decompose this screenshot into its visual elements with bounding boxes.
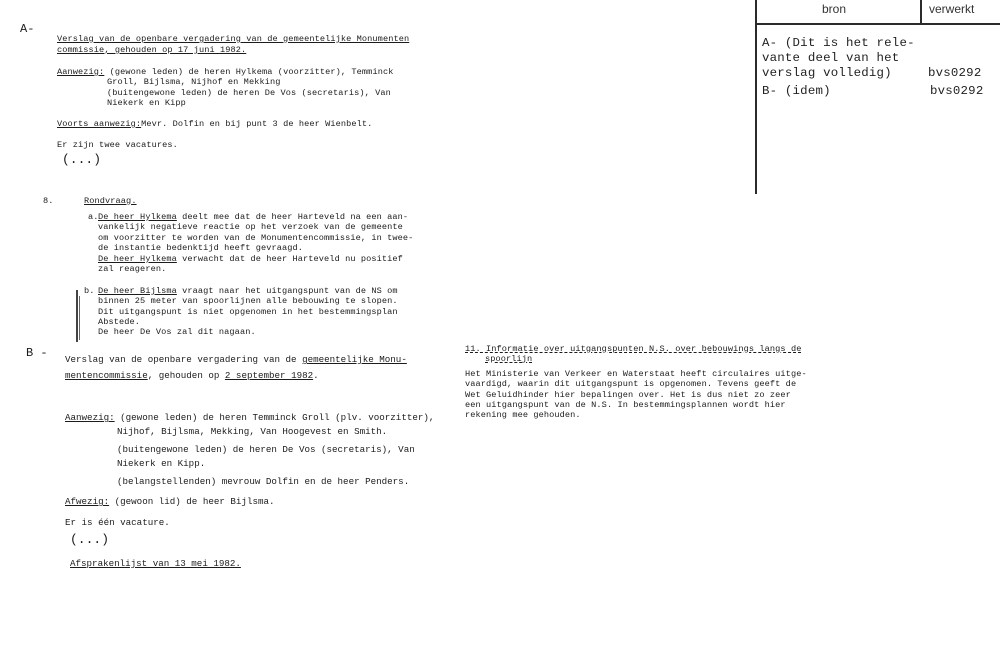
item-b-line-2: binnen 25 meter van spoorlijnen alle bebouwing te slopen. <box>98 296 398 306</box>
present-text: (gewone leden) de heren Hylkema (voorzitter), Temminck <box>104 67 394 77</box>
item-11-line-5: rekening mee gehouden. <box>465 410 581 420</box>
panel-header-rule <box>755 23 1000 25</box>
item-a-line-6: zal reageren. <box>98 264 167 274</box>
item-number-8: 8. <box>43 196 54 206</box>
item-b-line-1 <box>98 286 398 297</box>
section-a-title-line-2: commissie, gehouden op 17 juni 1982. <box>57 45 247 55</box>
section-b-present-line-4: Niekerk en Kipp. <box>117 458 206 469</box>
item-a-speaker: De heer Hylkema <box>98 212 177 222</box>
section-b-present-line-2: Nijhof, Bijlsma, Mekking, Van Hoogevest en Smith. <box>117 426 388 437</box>
section-b-title-1a: Verslag van de openbare vergadering van de <box>65 354 303 365</box>
source-ref-2: bvs0292 <box>930 84 984 98</box>
section-b-marker: B - <box>26 346 48 360</box>
source-line-3: verslag volledig) <box>762 66 892 80</box>
source-line-2: vante deel van het <box>762 51 900 65</box>
section-b-absent <box>65 494 275 509</box>
source-line-4: B- (idem) <box>762 84 831 98</box>
item-a-line-3: om voorzitter te worden van de Monumentencommissie, in twee- <box>98 233 414 243</box>
item-a-speaker-2: De heer Hylkema <box>98 254 177 264</box>
source-ref-1: bvs0292 <box>928 66 982 80</box>
item-a-line-5 <box>98 254 403 265</box>
item-11-line-1: Het Ministerie van Verkeer en Waterstaat heeft circulaires uitge- <box>465 369 807 379</box>
item-b-text-1: vraagt naar het uitgangspunt van de NS om <box>176 286 398 296</box>
present-label: Aanwezig: <box>57 67 105 77</box>
item-11-line-3: Wet Geluidhinder hier bepalingen over. Het is dus niet zo zeer <box>465 390 791 400</box>
also-present-label: Voorts aanwezig: <box>57 119 142 129</box>
item-b-line-4: Abstede. <box>98 317 141 327</box>
section-b-ellipsis: (...) <box>70 532 110 547</box>
item-11-line-2: vaardigd, waarin dit uitgangspunt is opgenomen. Tevens geeft de <box>465 379 797 389</box>
section-b-title-2a: mentencommissie <box>65 370 148 381</box>
section-a-marker: A- <box>20 22 35 36</box>
item-11-title-line-2: spoorlijn <box>485 354 533 364</box>
section-b-absent-text: (gewoon lid) de heer Bijlsma. <box>109 496 275 507</box>
panel-column-divider <box>920 0 922 24</box>
item-b-speaker: De heer Bijlsma <box>98 286 177 296</box>
item-a-line-4: de instantie bedenktijd heeft gevraagd. <box>98 243 304 253</box>
section-a-present-line-2: Groll, Bijlsma, Nijhof en Mekking <box>107 77 281 87</box>
section-b-title-2b: , gehouden op <box>147 370 225 381</box>
section-b-present-line-5: (belangstellenden) mevrouw Dolfin en de heer Penders. <box>117 476 410 487</box>
item-a-label: a. <box>88 212 99 222</box>
item-b-line-3: Dit uitgangspunt is niet opgenomen in het bestemmingsplan <box>98 307 398 317</box>
header-verwerkt: verwerkt <box>929 2 975 16</box>
item-a-line-2: vankelijk negatieve reactie op het verzoek van de gemeente <box>98 222 403 232</box>
item-title-rondvraag: Rondvraag. <box>84 196 137 206</box>
section-a-present-line-3: (buitengewone leden) de heren De Vos (secretaris), Van <box>107 88 391 98</box>
section-b-agenda: Afsprakenlijst van 13 mei 1982. <box>70 558 241 569</box>
section-b-present-line-1 <box>65 410 434 425</box>
item-b-line-5: De heer De Vos zal dit nagaan. <box>98 327 256 337</box>
section-b-date: 2 september 1982 <box>224 370 314 381</box>
item-a-text-5: verwacht dat de heer Harteveld nu positief <box>176 254 403 264</box>
item-11-title-line-1: 11. Informatie over uitgangspunten N.S. over bebouwings langs de <box>465 344 802 354</box>
section-b-absent-label: Afwezig: <box>65 496 110 507</box>
section-b-title-line-1 <box>65 352 407 367</box>
section-b-vacancy: Er is één vacature. <box>65 517 170 528</box>
section-a-title-line-1: Verslag van de openbare vergadering van de gemeentelijke Monumenten <box>57 34 410 44</box>
section-b-present-line-3: (buitengewone leden) de heren De Vos (secretaris), Van <box>117 444 415 455</box>
section-b-title-line-2 <box>65 368 319 383</box>
item-a-line-1 <box>98 212 408 223</box>
section-b-title-2d: . <box>313 370 319 381</box>
section-a-ellipsis: (...) <box>62 152 102 167</box>
section-b-present-label: Aanwezig: <box>65 412 115 423</box>
item-b-label: b. <box>84 286 95 296</box>
section-b-present-text: (gewone leden) de heren Temminck Groll (plv. voorzitter), <box>114 412 435 423</box>
section-a-vacancies: Er zijn twee vacatures. <box>57 140 178 150</box>
section-a-present-line-1 <box>57 67 393 78</box>
panel-left-border <box>755 0 757 194</box>
header-bron: bron <box>822 2 847 16</box>
margin-bar <box>76 290 78 342</box>
section-a-present-line-4: Niekerk en Kipp <box>107 98 186 108</box>
item-a-text-1: deelt mee dat de heer Harteveld na een aan- <box>176 212 409 222</box>
section-b-title-1b: gemeentelijke Monu- <box>302 354 407 365</box>
item-11-line-4: een uitgangspunt van de N.S. In bestemmingsplannen wordt hier <box>465 400 786 410</box>
margin-bar-2 <box>79 296 80 340</box>
also-present-text: Mevr. Dolfin en bij punt 3 de heer Wienbelt. <box>141 119 373 129</box>
source-line-1: A- (Dit is het rele- <box>762 36 915 50</box>
section-a-also-present <box>57 119 372 130</box>
